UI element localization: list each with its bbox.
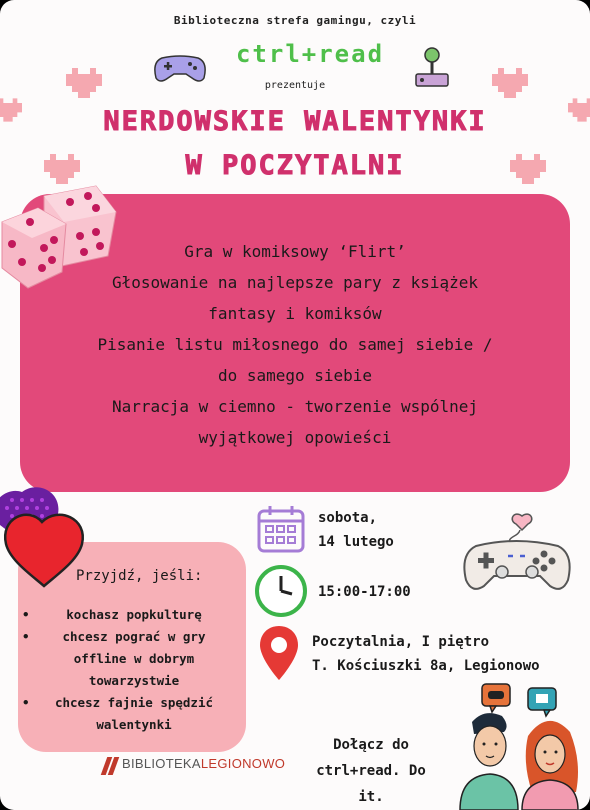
- pixel-heart-icon: [66, 68, 102, 98]
- activity-line: Narracja w ciemno - tworzenie wspólnej: [111, 397, 479, 416]
- pixel-heart-icon: [492, 68, 528, 98]
- activity-line: wyjątkowej opowieści: [198, 428, 392, 447]
- couple-illustration: [452, 682, 590, 810]
- title-line-1: NERDOWSKIE WALENTYNKI: [103, 106, 487, 137]
- game-controller-icon: [458, 484, 576, 602]
- activity-line: Głosowanie na najlepsze pary z książek: [111, 273, 479, 292]
- list-item: • chcesz pograć w gry offline w dobrym towarzystwie: [22, 629, 206, 688]
- location-pin-icon: [258, 624, 300, 682]
- cta-text: Dołącz do ctrl+read. Do it.: [316, 737, 426, 805]
- list-item: • chcesz fajnie spędzić walentynki: [22, 695, 214, 732]
- presents-text: prezentuje: [264, 80, 326, 91]
- conditions-list: [22, 604, 232, 736]
- activity-line: do samego siebie: [217, 366, 373, 385]
- activity-line: fantasy i komiksów: [208, 304, 382, 323]
- event-place: Poczytalnia, I piętro T. Kościuszki 8a, Legionowo: [312, 634, 540, 674]
- library-logo: BIBLIOTEKALEGIONOWO: [122, 756, 286, 771]
- activity-line: Pisanie listu miłosnego do samej siebie /: [97, 335, 493, 354]
- list-item: • kochasz popkulturę: [22, 607, 202, 622]
- event-time: 15:00-17:00: [318, 584, 411, 600]
- conditions-title: Przyjdź, jeśli:: [76, 568, 203, 584]
- brand-name: ctrl+read: [235, 40, 385, 68]
- activities-list: [20, 236, 570, 453]
- calendar-icon: [256, 504, 306, 554]
- title-line-2: W POCZYTALNI: [185, 150, 405, 181]
- activity-line: Gra w komiksowy ‘Flirt’: [184, 242, 406, 261]
- event-date: sobota, 14 lutego: [318, 510, 394, 550]
- intro-text: Biblioteczna strefa gamingu, czyli: [173, 14, 417, 27]
- clock-icon: [254, 564, 308, 618]
